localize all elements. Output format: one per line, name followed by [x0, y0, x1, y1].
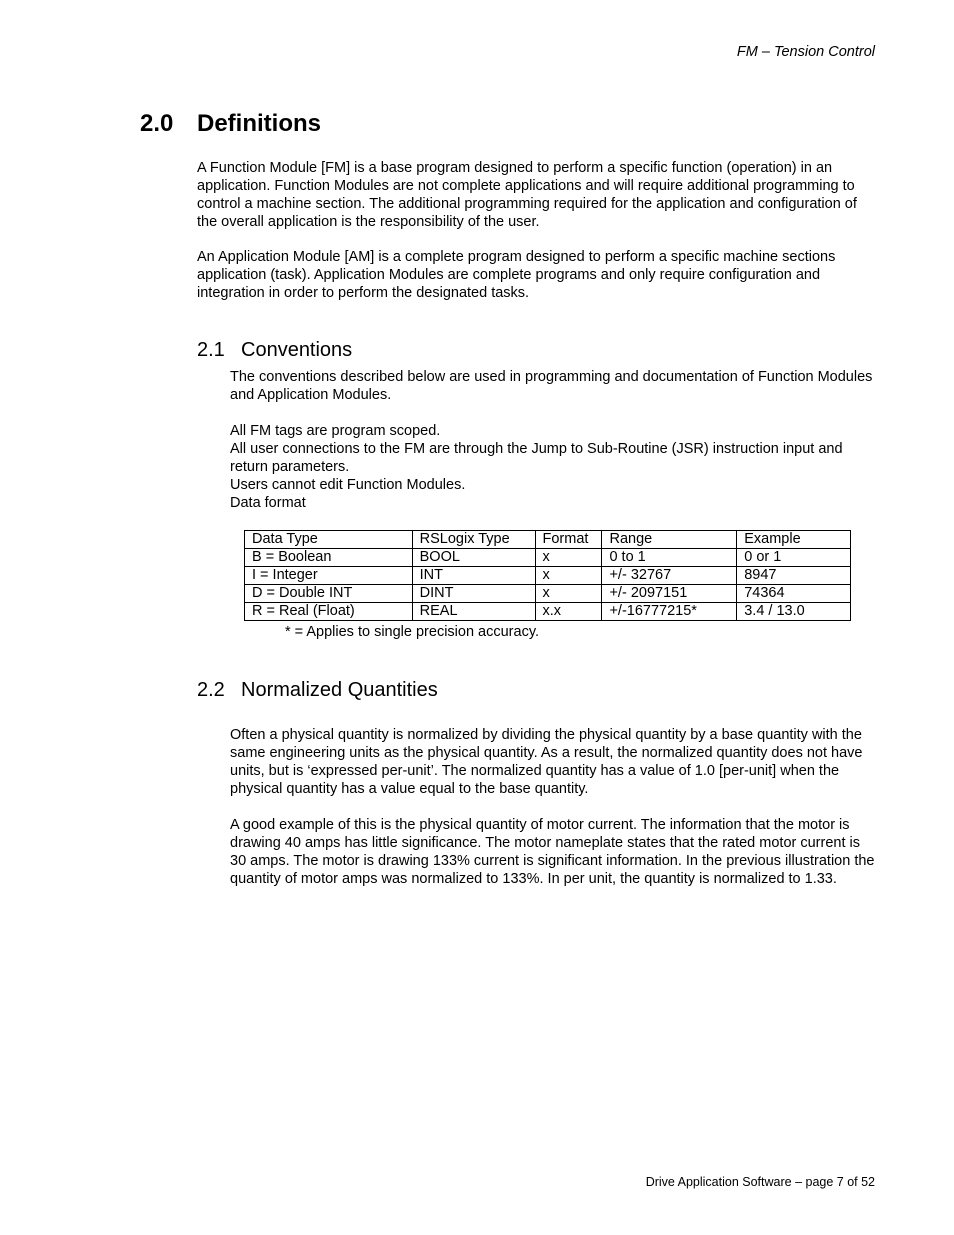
subsection-heading-normalized — [197, 679, 438, 702]
page-footer: Drive Application Software – page 7 of 52 — [645, 1175, 875, 1189]
table-header-cell: Data Type — [245, 531, 413, 549]
table-cell: x.x — [535, 603, 602, 621]
table-row — [245, 585, 851, 603]
table-row — [245, 549, 851, 567]
table-header-cell: RSLogix Type — [412, 531, 535, 549]
table-cell: x — [535, 567, 602, 585]
table-cell: D = Double INT — [245, 585, 413, 603]
table-cell: +/- 2097151 — [602, 585, 737, 603]
table-cell: 0 or 1 — [737, 549, 851, 567]
table-cell: INT — [412, 567, 535, 585]
normalized-paragraph: A good example of this is the physical quantity of motor current. The information that the motor is drawing 40 amps has little significance. The motor nameplate states that the rated motor current is 30 amps. The motor is drawing 133% current is significant information. In the previous illustration the quantity of motor amps was normalized to 133%. In per unit, the quantity is normalized to 1.33. — [230, 817, 875, 887]
convention-line: All user connections to the FM are through the Jump to Sub-Routine (JSR) instruction input and return parameters. — [230, 441, 843, 475]
table-footnote: * = Applies to single precision accuracy. — [285, 624, 540, 640]
table-cell: 74364 — [737, 585, 851, 603]
running-header: FM – Tension Control — [736, 44, 875, 60]
table-cell: B = Boolean — [245, 549, 413, 567]
definition-paragraph-am: An Application Module [AM] is a complete program designed to perform a specific machine sections application (task). Application Modules are complete programs and only require configuration and integration in order to perform the designated tasks. — [197, 249, 836, 301]
subsection-title: Normalized Quantities — [241, 679, 438, 701]
table-cell: I = Integer — [245, 567, 413, 585]
convention-line: Users cannot edit Function Modules. — [230, 477, 466, 493]
table-cell: 3.4 / 13.0 — [737, 603, 851, 621]
section-number: 2.0 — [140, 110, 174, 137]
table-header-cell: Example — [737, 531, 851, 549]
table-cell: 8947 — [737, 567, 851, 585]
table-cell: 0 to 1 — [602, 549, 737, 567]
table-header-cell: Range — [602, 531, 737, 549]
table-cell: BOOL — [412, 549, 535, 567]
table-cell: DINT — [412, 585, 535, 603]
table-cell: +/- 32767 — [602, 567, 737, 585]
convention-line: Data format — [230, 495, 306, 511]
table-header-cell: Format — [535, 531, 602, 549]
data-format-table — [244, 530, 851, 621]
definition-paragraph-fm: A Function Module [FM] is a base program designed to perform a specific function (operation) in an application. Function Modules are not complete applications and will require additional programming to control a machine section. The additional programming required for the application and configuration of the overall application is the responsibility of the user. — [197, 160, 857, 230]
table-row — [245, 603, 851, 621]
table-header-row — [245, 531, 851, 549]
subsection-title: Conventions — [241, 339, 353, 361]
convention-line: All FM tags are program scoped. — [230, 423, 441, 439]
section-heading — [140, 110, 321, 138]
normalized-paragraph: Often a physical quantity is normalized by dividing the physical quantity by a base quantity with the same engineering units as the physical quantity. As a result, the normalized quantity does not have units, but is ‘expressed per-unit’. The normalized quantity has a value of 1.0 [per-unit] when the physical quantity has a value equal to the base quantity. — [230, 727, 863, 797]
conventions-intro: The conventions described below are used in programming and documentation of Function Modules and Application Modules. — [230, 369, 873, 403]
table-row — [245, 567, 851, 585]
table-cell: +/-16777215* — [602, 603, 737, 621]
table-cell: R = Real (Float) — [245, 603, 413, 621]
subsection-heading-conventions — [197, 339, 352, 362]
subsection-number: 2.2 — [197, 679, 225, 701]
subsection-number: 2.1 — [197, 339, 225, 361]
table-cell: x — [535, 585, 602, 603]
table-cell: REAL — [412, 603, 535, 621]
section-title: Definitions — [197, 110, 321, 137]
table-cell: x — [535, 549, 602, 567]
